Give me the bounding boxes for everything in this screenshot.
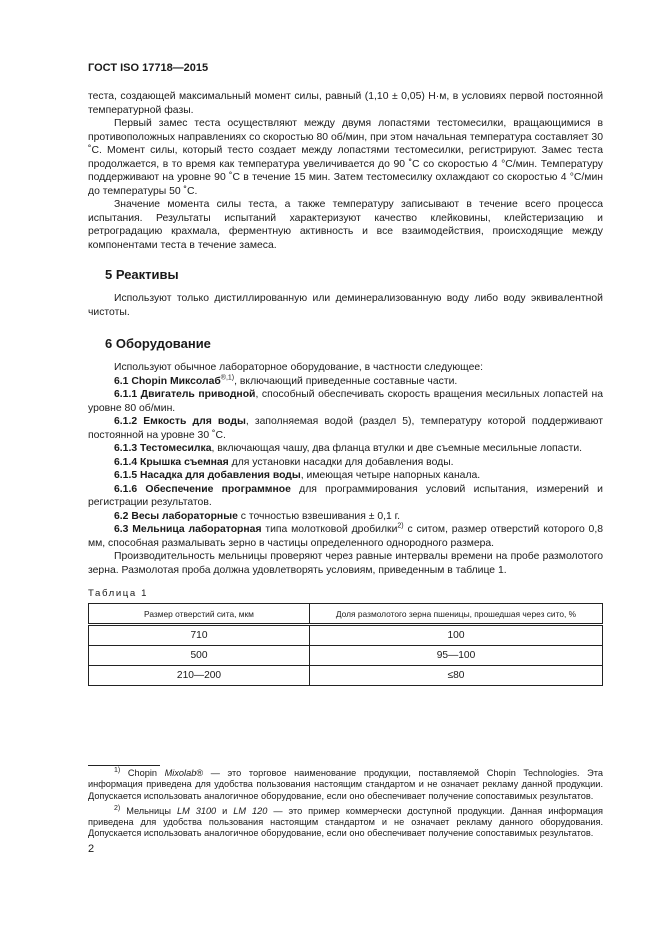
equipment-item [88, 510, 603, 524]
table-cell: 210—200 [89, 666, 310, 686]
item-title: 6.1.3 Тестомесилка [114, 443, 212, 454]
table-cell: 100 [310, 625, 603, 646]
item-title: 6.2 Весы лабораторные [114, 510, 238, 522]
column-header: Доля размолотого зерна пшеницы, прошедшая через сито, % [310, 604, 603, 625]
paragraph: Используют обычное лабораторное оборудование, в частности следующее: [114, 362, 484, 373]
item-title: 6.1 Chopin Миксолаб [114, 375, 221, 387]
equipment-item [88, 523, 603, 550]
footnote-italic: Mixolab® [164, 768, 204, 778]
paragraph: теста, создающей максимальный момент силы, равный (1,10 ± 0,05) Н·м, в условиях первой постоянной температурной фазы. [88, 91, 603, 116]
equipment-item [88, 415, 603, 442]
table-row [89, 625, 603, 646]
table-cell: ≤80 [310, 666, 603, 686]
column-header: Размер отверстий сита, мкм [89, 604, 310, 625]
intro-text [88, 90, 603, 252]
footnote-1 [88, 768, 603, 802]
equipment-item [88, 388, 603, 415]
table-cell: 710 [89, 625, 310, 646]
item-text: , имеющая четыре напорных канала. [300, 470, 481, 481]
paragraph: Производительность мельницы проверяют через равные интервалы времени на пробе размолотого зерна. Размолотая проба должна удовлетворять условиям, приведенным в таблице 1. [88, 551, 603, 576]
footnote-text: — это торговое наименование продукции, поставляемой Chopin Technologies. Эта информация приведена для удобства пользования настоящим стандартом и не означает рекламу данной продукции. Допускается использовать аналогичное оборудование, если оно обеспечивает получение сопоставимых результатов. [88, 768, 603, 801]
table-caption: Таблица 1 [88, 588, 149, 599]
section-6 [88, 336, 603, 577]
item-title: 6.1.2 Емкость для воды [114, 416, 246, 427]
table-row [89, 646, 603, 666]
footnote-text: Chopin [120, 768, 165, 778]
item-text: с ситом, размер отверстий которого 0,8 мм, способная размалывать зерно в частицы определенного однородного размера. [88, 524, 603, 549]
paragraph: Первый замес теста осуществляют между двумя лопастями тестомесилки, вращающимися в противоположных направлениях со скоростью 80 об/мин, при этом начальная температура составляет 30 ˚С. Момент силы, который тесто создает между лопастями тестомесилки, регистрируют. Замес теста продолжается, в то время как температура увеличивается до 90 ˚С со скоростью 4 °С/мин. Температуру поддерживают на уровне 90 ˚С в течение 15 мин. Затем тестомесилку охлаждают со скоростью 4 °С/мин до температуры 50 ˚С. [88, 118, 603, 197]
table-1 [88, 603, 603, 686]
item-title: 6.1.5 Насадка для добавления воды [114, 470, 301, 481]
item-text: , включающая чашу, два фланца втулки и две съемные месильные лопасти. [211, 443, 583, 454]
equipment-item [88, 469, 603, 483]
item-title: 6.3 Мельница лабораторная [114, 524, 262, 535]
item-title: 6.1.4 Крышка съемная [114, 456, 229, 468]
equipment-item [88, 375, 603, 389]
footnote-text: и [216, 805, 234, 816]
footnote-italic: LM 120 [233, 805, 268, 816]
item-title: 6.1.1 Двигатель приводной [114, 389, 256, 400]
item-text: , включающий приведенные составные части. [234, 375, 458, 387]
paragraph: Значение момента силы теста, а также температуру записывают в течение всего процесса испытания. Результаты испытаний характеризуют качество клейковины, клейстеризацию и ретроградацию крахмала, ферментную активность и все взаимодействия, происходящие между компонентами теста в течение замеса. [88, 199, 603, 251]
paragraph: Используют только дистиллированную или деминерализованную воду либо воду эквивалентной чистоты. [88, 293, 603, 318]
item-text: , способный обеспечивать скорость вращения месильных лопастей на уровне 80 об/мин. [88, 389, 603, 414]
footnote-text: — это пример коммерчески доступной продукции. Данная информация приведена для удобства пользования настоящим стандартом и не означает рекламу данного оборудования. Допускается использовать аналогичное оборудование, если оно обеспечивает получение сопоставимых результатов. [88, 805, 603, 839]
footnote-2 [88, 806, 603, 840]
equipment-item [88, 442, 603, 456]
footnote-text: Мельницы [120, 805, 177, 816]
document-header: ГОСТ ISO 17718—2015 [88, 62, 209, 74]
item-title: 6.1.6 Обеспечение программное [114, 483, 291, 495]
item-text: для установки насадки для добавления воды. [228, 456, 454, 468]
table-cell: 500 [89, 646, 310, 666]
section-5 [88, 267, 603, 319]
item-text: типа молотковой дробилки [261, 524, 398, 535]
item-text: с точностью взвешивания ± 0,1 г. [237, 510, 401, 522]
equipment-item [88, 483, 603, 510]
footnote-mark: 2) [114, 804, 121, 812]
table-row [89, 666, 603, 686]
footnote-ref: 2) [397, 522, 404, 530]
table-cell: 95—100 [310, 646, 603, 666]
footnotes [88, 768, 603, 840]
section-heading: 5 Реактивы [105, 267, 179, 282]
item-text: , заполняемая водой (раздел 5), температуру которой поддерживают постоянной на уровне 30 ˚С. [88, 416, 603, 441]
table-header-row [89, 604, 603, 625]
equipment-item [88, 456, 603, 470]
section-heading: 6 Оборудование [105, 336, 211, 351]
page-number: 2 [88, 843, 95, 855]
footnote-divider [88, 765, 160, 766]
footnote-ref: ®,1) [220, 374, 235, 382]
item-text: для программирования условий испытания, измерений и регистрации результатов. [88, 483, 603, 508]
footnote-italic: LM 3100 [176, 805, 217, 816]
footnote-mark: 1) [114, 766, 121, 774]
